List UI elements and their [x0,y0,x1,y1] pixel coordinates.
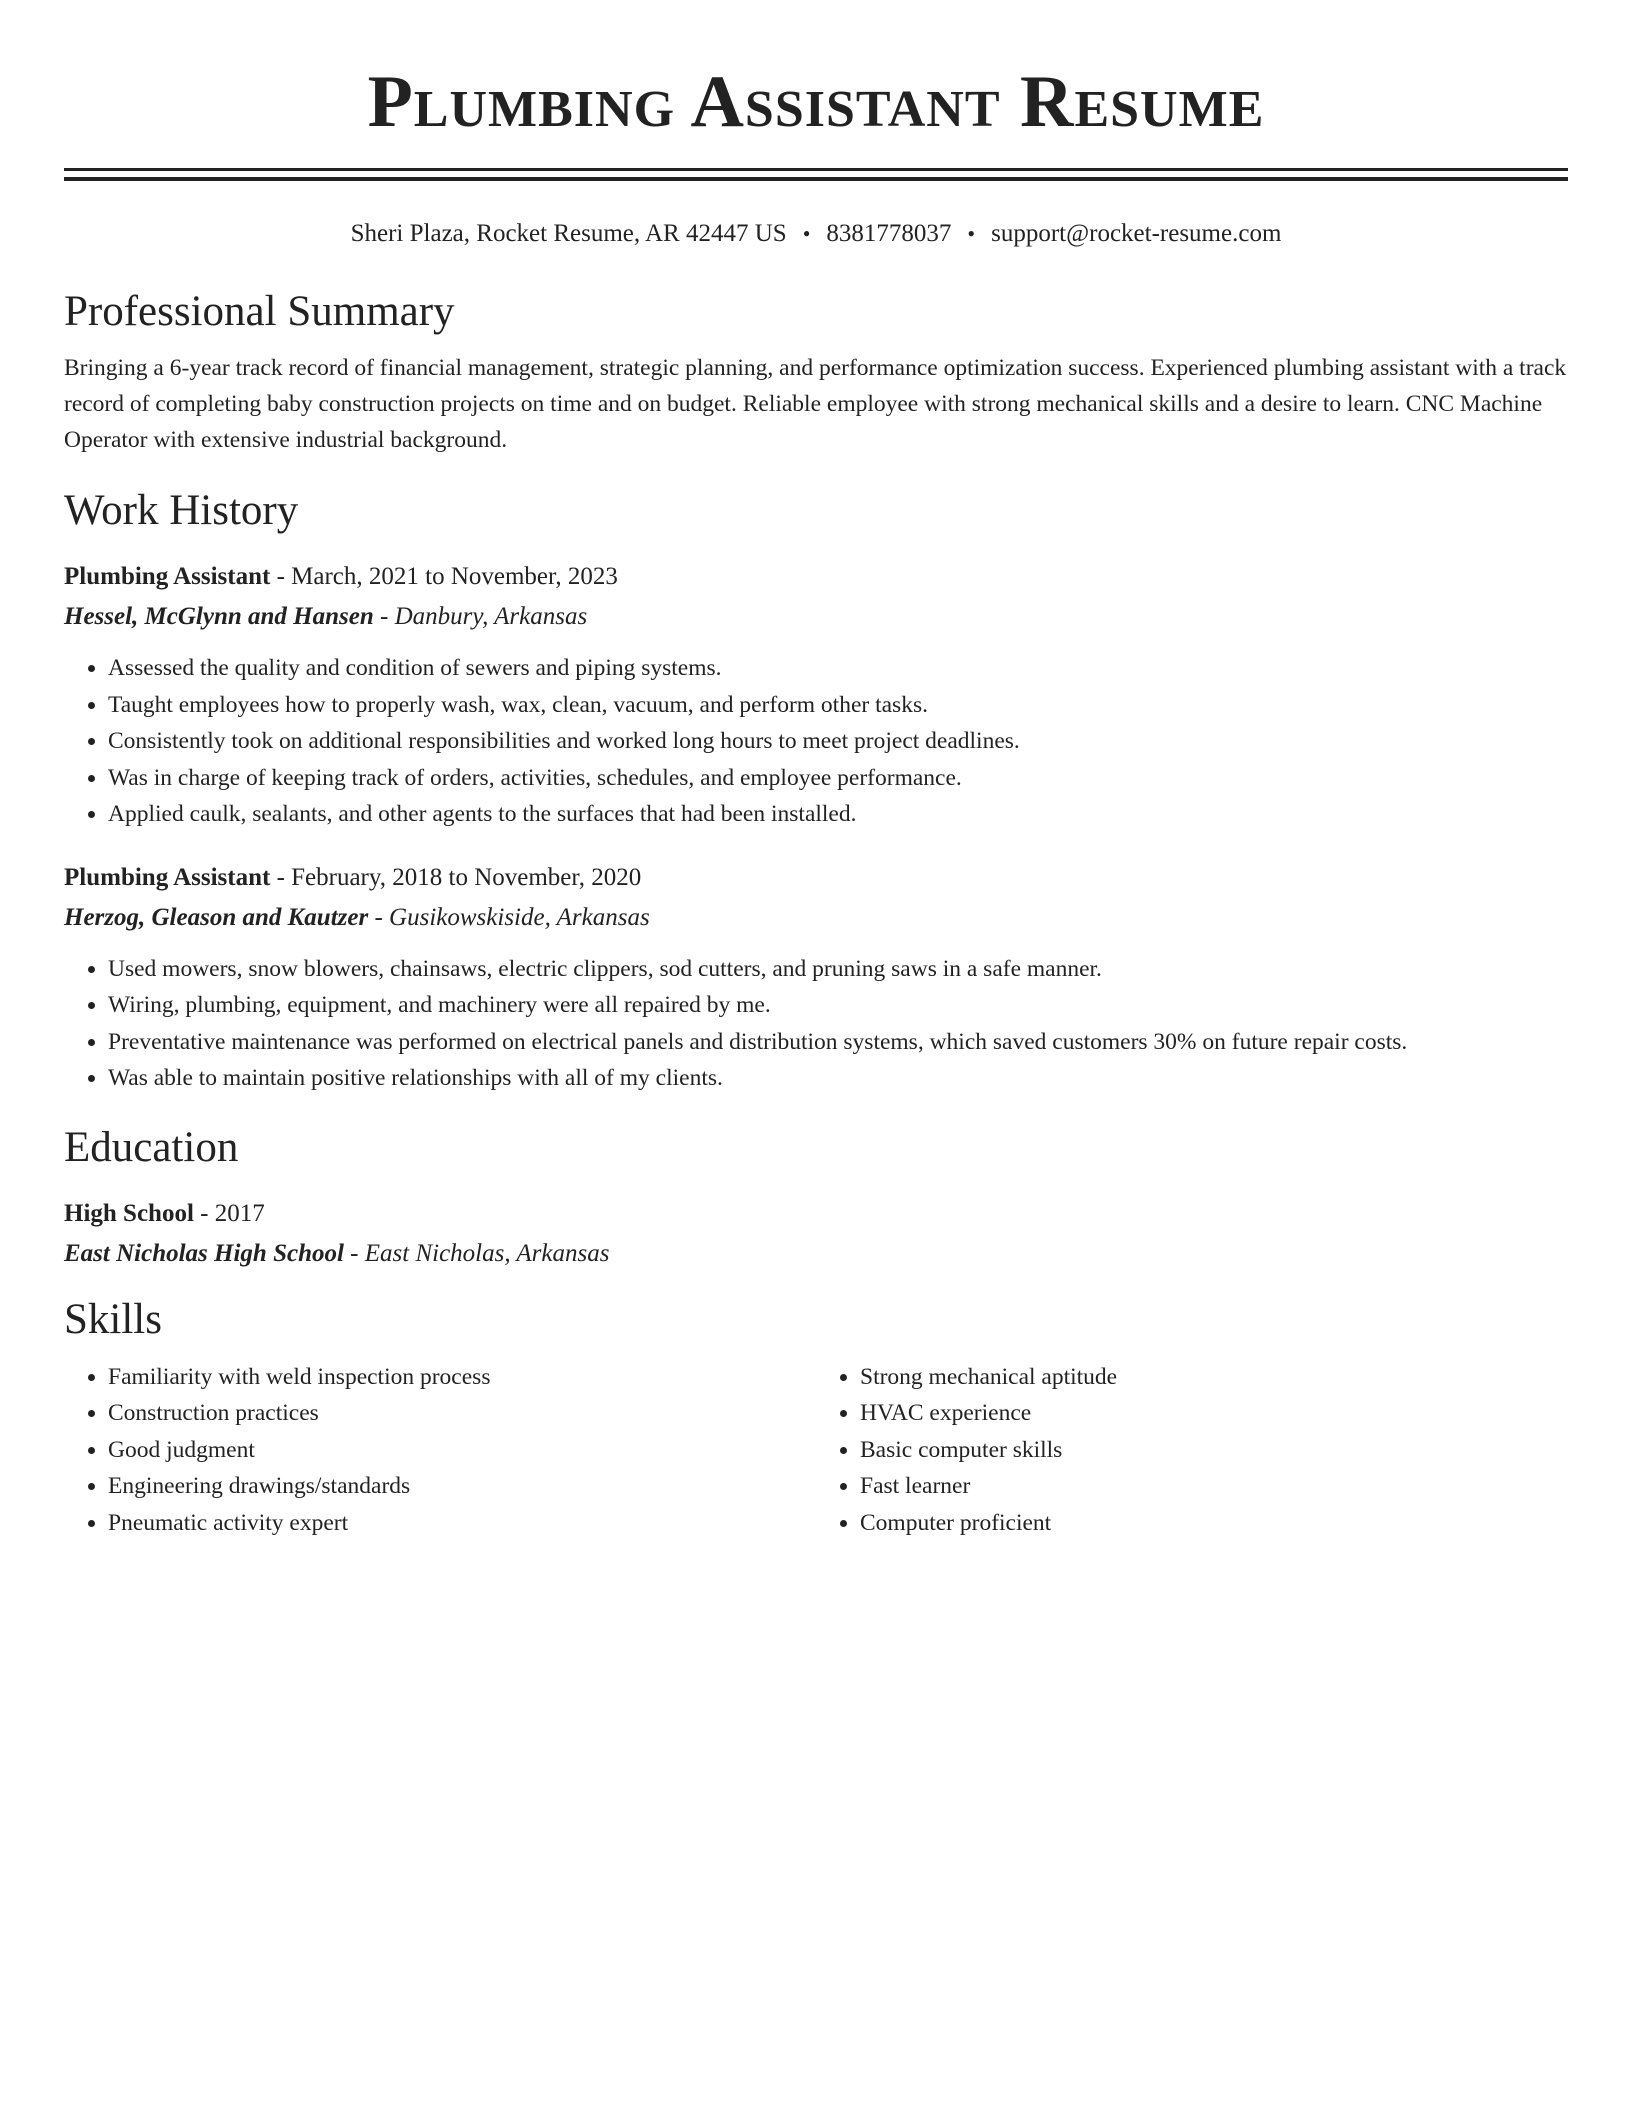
professional-summary-section [64,287,1568,458]
education-year: - 2017 [193,1199,265,1227]
list-item: • Consistently took on additional responsibilities and worked long hours to meet project deadlines. [108,723,1568,760]
job-employer [64,602,1568,632]
education-section [64,1123,1568,1269]
skill-item: • HVAC experience [860,1395,1568,1432]
list-item: • Used mowers, snow blowers, chainsaws, electric clippers, sod cutters, and pruning saws in a safe manner. [108,951,1568,988]
skills-column-left [64,1359,816,1542]
job-bullets [64,650,1568,833]
skills-heading: Skills [64,1295,162,1343]
job-dates: - March, 2021 to November, 2023 [270,563,618,590]
skill-item: • Computer proficient [860,1505,1568,1542]
job-bullets [64,951,1568,1097]
list-item: • Preventative maintenance was performed on electrical panels and distribution systems, which saved customers 30% on future repair costs. [108,1024,1568,1061]
skill-item: • Strong mechanical aptitude [860,1359,1568,1396]
contact-line [64,219,1568,249]
skill-item: • Familiarity with weld inspection process [108,1359,816,1396]
list-item: • Assessed the quality and condition of sewers and piping systems. [108,650,1568,687]
list-item: • Taught employees how to properly wash, wax, clean, vacuum, and perform other tasks. [108,687,1568,724]
education-location: - East Nicholas, Arkansas [343,1239,610,1267]
list-item: • Was in charge of keeping track of orders, activities, schedules, and employee performance. [108,760,1568,797]
skill-item: • Engineering drawings/standards [108,1468,816,1505]
list-item: • Was able to maintain positive relationships with all of my clients. [108,1060,1568,1097]
summary-heading: Professional Summary [64,288,455,335]
job-location: - Gusikowskiside, Arkansas [368,903,650,931]
contact-address: Sheri Plaza, Rocket Resume, AR 42447 US [350,220,787,247]
job-header [64,562,1568,592]
education-institution [64,1239,1568,1269]
job-title: Plumbing Assistant [64,563,271,590]
skill-item: • Pneumatic activity expert [108,1505,816,1542]
skills-column-right [816,1359,1568,1542]
work-history-heading: Work History [64,487,299,534]
job-location: - Danbury, Arkansas [373,603,588,630]
skill-item: • Fast learner [860,1468,1568,1505]
job-company: Hessel, McGlynn and Hansen [64,603,374,630]
skills-grid [64,1359,1568,1542]
list-item: • Wiring, plumbing, equipment, and machinery were all repaired by me. [108,987,1568,1024]
contact-phone: 8381778037 [826,220,952,247]
education-degree: High School [64,1199,194,1227]
summary-text: Bringing a 6-year track record of financial management, strategic planning, and performance optimization success. Experienced plumbing assistant with a track record of completing baby construction projects on time and on budget. Reliable employee with strong mechanical skills and a desire to learn. CNC Machine Operator with extensive industrial background. [64,355,1567,453]
job-title: Plumbing Assistant [64,863,271,891]
resume-title: Plumbing Assistant Resume [367,61,1265,143]
skill-item: • Construction practices [108,1395,816,1432]
job-dates: - February, 2018 to November, 2020 [270,863,642,891]
work-history-section [64,486,1568,1097]
education-school: East Nicholas High School [64,1239,344,1267]
contact-separator: • [802,221,811,246]
job-header [64,863,1568,893]
title-divider-bottom [64,177,1568,181]
skill-item: • Basic computer skills [860,1432,1568,1469]
job-entry [64,863,1568,1097]
skill-item: • Good judgment [108,1432,816,1469]
contact-separator: • [967,221,976,246]
job-company: Herzog, Gleason and Kautzer [64,903,369,931]
title-divider-top [64,168,1568,171]
job-employer [64,903,1568,933]
job-entry [64,562,1568,833]
contact-email: support@rocket-resume.com [991,220,1282,247]
skills-section [64,1295,1568,1542]
list-item: • Applied caulk, sealants, and other agents to the surfaces that had been installed. [108,796,1568,833]
education-heading: Education [64,1123,239,1171]
education-header [64,1199,1568,1229]
